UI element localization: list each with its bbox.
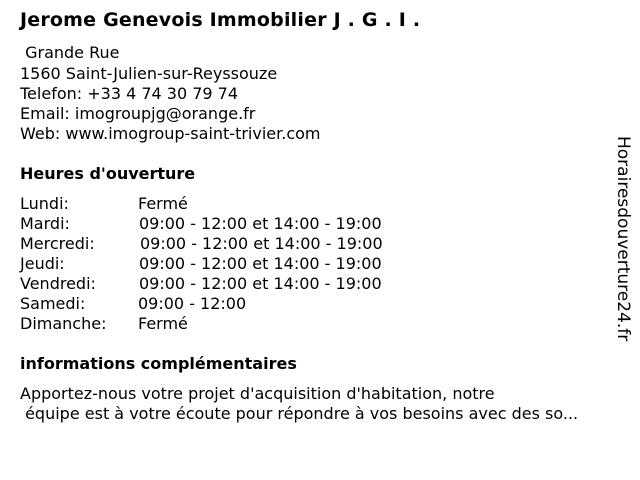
hours-value: Fermé [138, 194, 188, 213]
description-line-2: équipe est à votre écoute pour répondre à vos besoins avec des so... [20, 404, 579, 423]
watermark-text: Horairesdouverture24.fr [613, 136, 633, 342]
day-label: Samedi: [20, 294, 86, 313]
additional-info-heading: informations complémentaires [20, 354, 297, 373]
business-name: Jerome Genevois Immobilier J . G . I . [20, 9, 421, 31]
hours-value: 09:00 - 12:00 et 14:00 - 19:00 [140, 234, 383, 253]
hours-value: 09:00 - 12:00 et 14:00 - 19:00 [139, 274, 382, 293]
city-address: 1560 Saint-Julien-sur-Reyssouze [20, 64, 278, 83]
day-label: Lundi: [20, 194, 69, 213]
hours-row-tuesday [20, 214, 460, 234]
hours-row-thursday [20, 254, 460, 274]
day-label: Jeudi: [20, 254, 65, 273]
phone-number: Telefon: +33 4 74 30 79 74 [20, 84, 239, 103]
day-label: Mardi: [20, 214, 70, 233]
hours-row-wednesday [20, 234, 460, 254]
hours-row-friday [20, 274, 460, 294]
hours-value: Fermé [138, 314, 188, 333]
website: Web: www.imogroup-saint-trivier.com [20, 124, 321, 143]
hours-row-monday [20, 194, 460, 214]
hours-value: 09:00 - 12:00 et 14:00 - 19:00 [139, 214, 382, 233]
day-label: Mercredi: [20, 234, 95, 253]
hours-value: 09:00 - 12:00 [138, 294, 247, 313]
day-label: Dimanche: [20, 314, 107, 333]
street-address: Grande Rue [20, 43, 120, 62]
description-line-1: Apportez-nous votre projet d'acquisition d'habitation, notre [20, 384, 495, 403]
hours-value: 09:00 - 12:00 et 14:00 - 19:00 [139, 254, 382, 273]
hours-row-saturday [20, 294, 460, 314]
day-label: Vendredi: [20, 274, 96, 293]
hours-row-sunday [20, 314, 460, 334]
email-address: Email: imogroupjg@orange.fr [20, 104, 256, 123]
opening-hours-heading: Heures d'ouverture [20, 164, 196, 183]
